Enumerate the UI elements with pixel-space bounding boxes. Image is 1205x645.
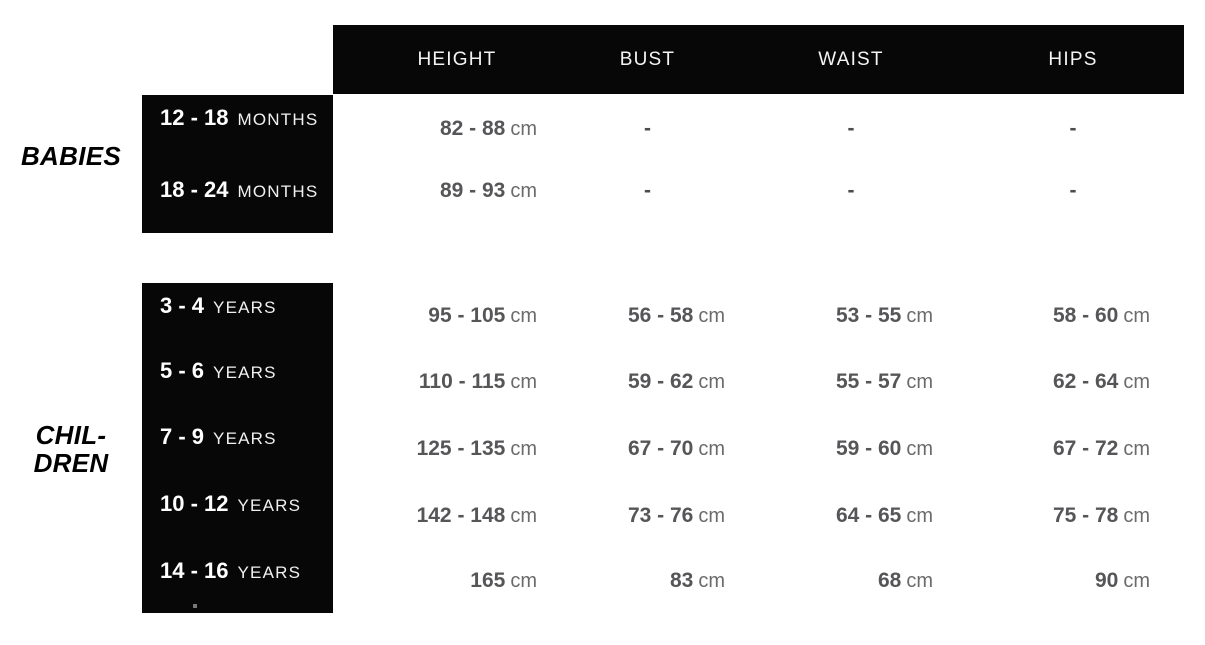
age-unit: YEARS [213,363,277,382]
hips-unit: cm [1123,505,1150,527]
hips-number: 75 - 78 [1052,504,1119,527]
waist-value [740,569,962,593]
waist-unit: cm [906,505,933,527]
bust-value [555,304,740,328]
age-range: 7 - 9 [160,424,205,449]
bust-unit: cm [698,371,725,393]
waist-empty [740,179,962,203]
hips-unit: cm [1123,371,1150,393]
group-label-line1: CHIL- [35,420,107,450]
hips-empty [962,179,1184,203]
age-range: 14 - 16 [160,558,229,583]
height-value [333,117,555,141]
bust-empty [555,117,740,141]
age-unit: MONTHS [237,182,319,201]
table-row [333,367,1184,397]
column-header-hips: HIPS [1048,48,1098,70]
bust-number: 56 - 58 [627,304,694,327]
age-range: 18 - 24 [160,177,229,202]
table-row [333,114,1184,144]
height-value [333,304,555,328]
waist-number: 53 - 55 [835,304,902,327]
hips-unit: cm [1123,438,1150,460]
bust-value [555,569,740,593]
dash: - [1069,117,1077,140]
hips-value [962,370,1184,394]
height-value [333,370,555,394]
hips-empty [962,117,1184,141]
bust-number: 73 - 76 [627,504,694,527]
height-number: 142 - 148 [416,504,506,527]
stray-mark [193,604,197,608]
bust-unit: cm [698,305,725,327]
hips-value [962,569,1184,593]
bust-number: 59 - 62 [627,370,694,393]
waist-value [740,437,962,461]
group-label-line2: DREN [33,448,109,478]
age-unit: YEARS [213,298,277,317]
bust-unit: cm [698,570,725,592]
dash: - [1069,179,1077,202]
height-unit: cm [510,570,537,592]
column-header-height: HEIGHT [417,48,497,70]
bust-value [555,370,740,394]
age-row [160,104,318,132]
waist-value [740,304,962,328]
age-range: 12 - 18 [160,105,229,130]
bust-unit: cm [698,505,725,527]
height-value [333,504,555,528]
hips-number: 62 - 64 [1052,370,1119,393]
bust-number: 67 - 70 [627,437,694,460]
height-unit: cm [510,180,537,202]
column-header-bar [333,25,1184,94]
babies-age-box [142,95,333,233]
table-row [333,301,1184,331]
waist-empty [740,117,962,141]
table-row [333,176,1184,206]
height-unit: cm [510,371,537,393]
waist-unit: cm [906,570,933,592]
children-age-box [142,283,333,613]
age-row [160,176,318,204]
height-number: 165 [470,569,506,592]
dash: - [644,179,651,202]
hips-unit: cm [1123,305,1150,327]
age-range: 5 - 6 [160,358,205,383]
bust-unit: cm [698,438,725,460]
waist-number: 64 - 65 [835,504,902,527]
height-value [333,437,555,461]
age-row [160,292,277,320]
table-row [333,566,1184,596]
waist-number: 55 - 57 [835,370,902,393]
height-number: 110 - 115 [418,370,506,393]
bust-number: 83 [669,569,694,592]
group-label-babies: BABIES [20,141,122,171]
hips-value [962,437,1184,461]
waist-value [740,370,962,394]
hips-value [962,504,1184,528]
dash: - [847,117,855,140]
bust-value [555,437,740,461]
group-label-children [0,421,142,477]
waist-value [740,504,962,528]
waist-unit: cm [906,305,933,327]
table-row [333,434,1184,464]
waist-unit: cm [906,371,933,393]
bust-value [555,504,740,528]
height-value [333,179,555,203]
height-unit: cm [510,505,537,527]
age-row [160,490,301,518]
height-number: 89 - 93 [439,179,506,202]
height-value [333,569,555,593]
waist-unit: cm [906,438,933,460]
table-row [333,501,1184,531]
column-header-bust: BUST [619,48,676,70]
dash: - [644,117,651,140]
height-unit: cm [510,438,537,460]
age-unit: YEARS [213,429,277,448]
height-number: 125 - 135 [416,437,506,460]
age-unit: YEARS [237,496,302,515]
age-row [160,557,301,585]
age-range: 10 - 12 [160,491,229,516]
height-unit: cm [510,118,537,140]
height-unit: cm [510,305,537,327]
column-header-waist: WAIST [818,48,884,70]
waist-number: 68 [877,569,902,592]
height-number: 95 - 105 [428,304,506,327]
height-number: 82 - 88 [439,117,506,140]
waist-number: 59 - 60 [835,437,902,460]
hips-value [962,304,1184,328]
age-range: 3 - 4 [160,293,205,318]
age-unit: MONTHS [237,110,319,129]
dash: - [847,179,855,202]
hips-unit: cm [1123,570,1150,592]
age-row [160,357,277,385]
bust-empty [555,179,740,203]
hips-number: 90 [1094,569,1119,592]
age-row [160,423,277,451]
hips-number: 58 - 60 [1052,304,1119,327]
age-unit: YEARS [237,563,302,582]
hips-number: 67 - 72 [1052,437,1119,460]
